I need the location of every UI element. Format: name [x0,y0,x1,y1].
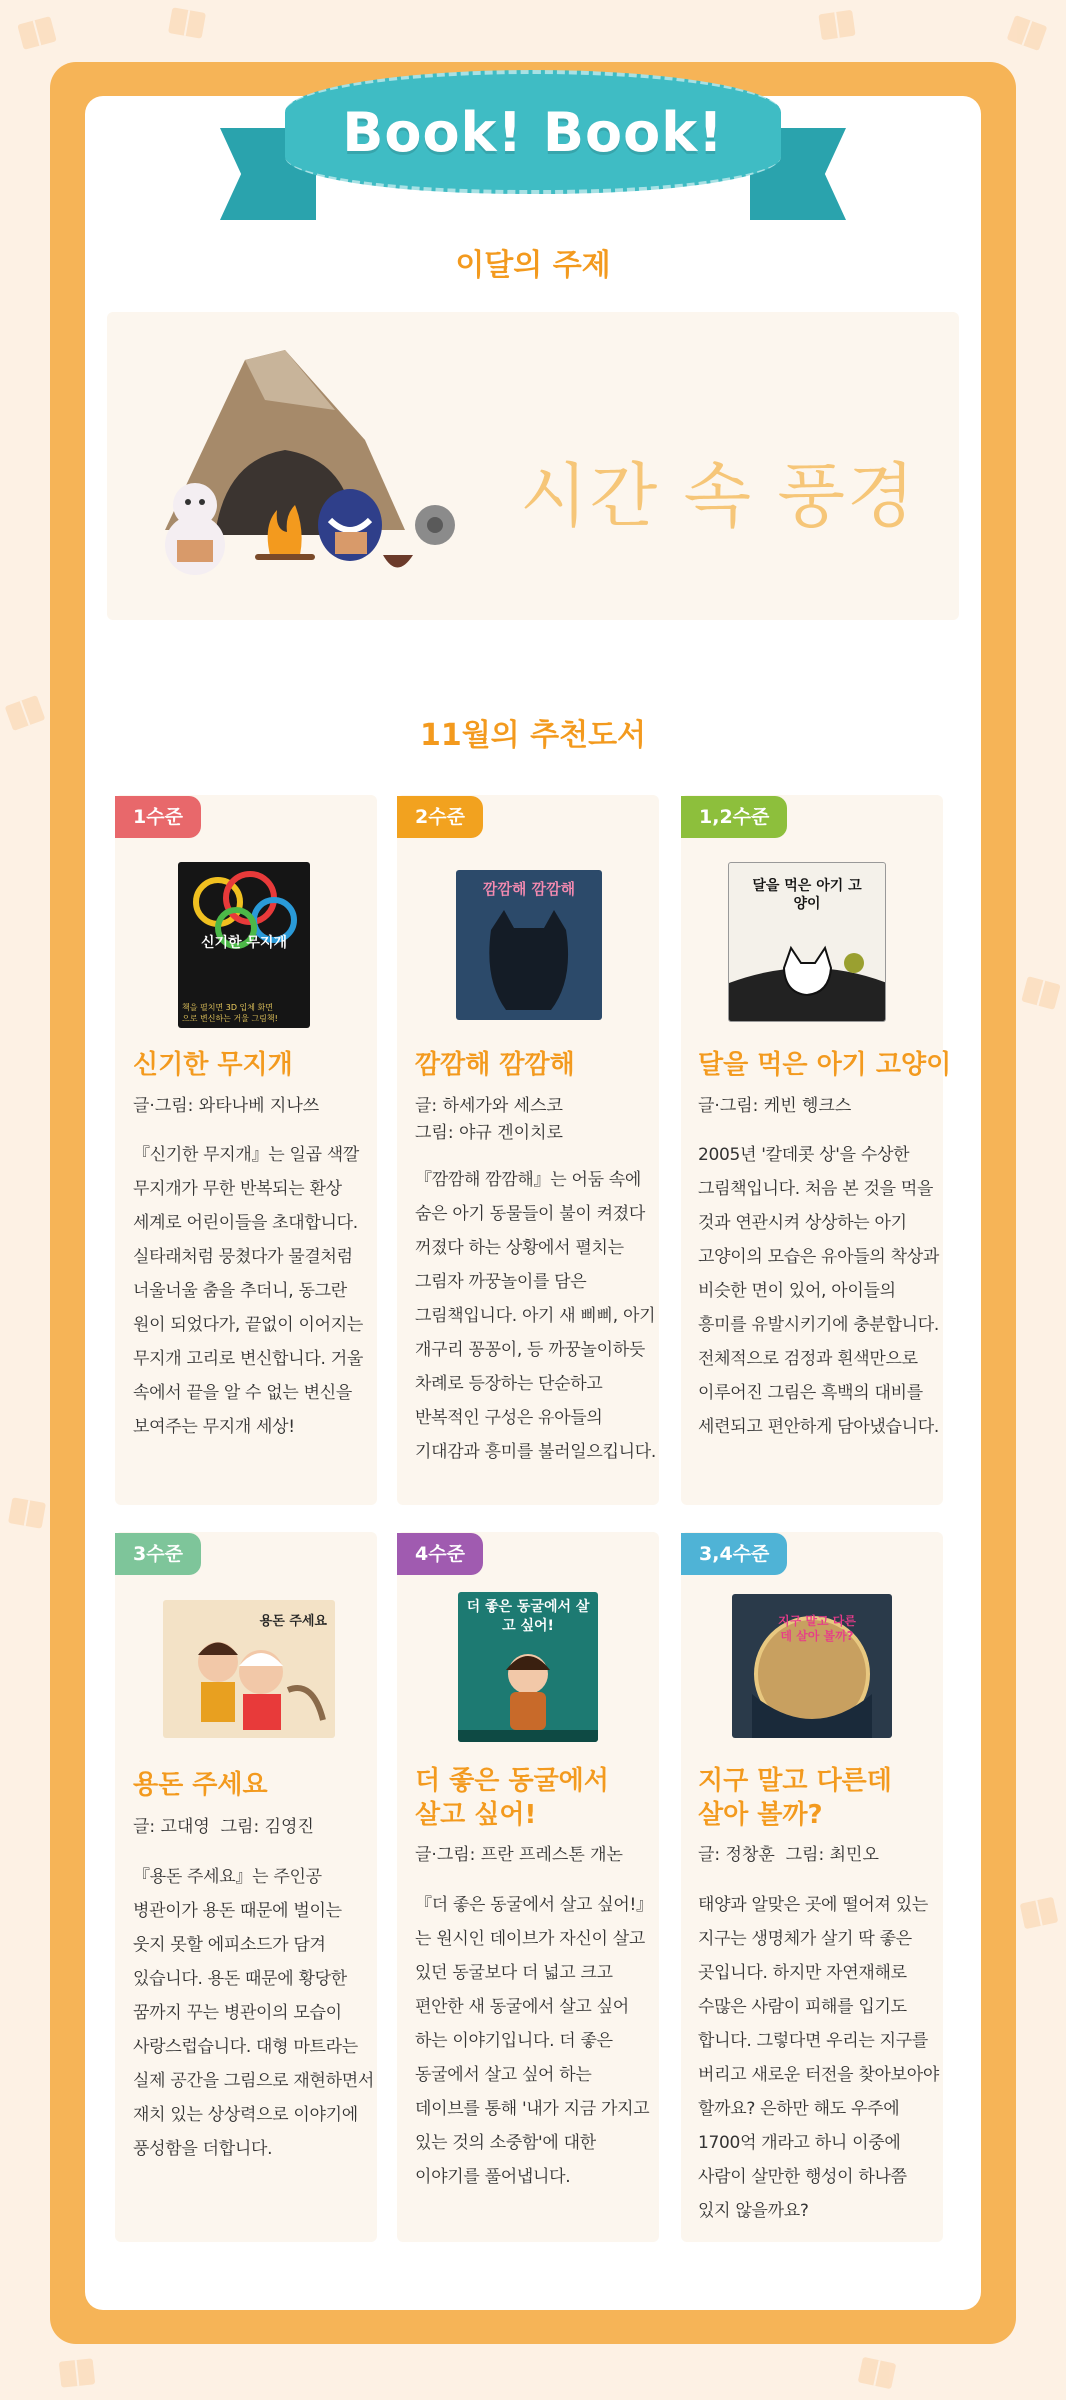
background-book-icon [1021,976,1061,1010]
book-description: 태양과 알맞은 곳에 떨어져 있는 지구는 생명체가 살기 딱 좋은 곳입니다. 하지만 자연재해로 수많은 사람이 피해를 입기도 합니다. 그렇다면 우리는 지구를 버리고 새로운 터전을 찾아보아야 할까요? 은하만 해도 우주에 1700억 개라고 하니 이중에 사람이 살만한 행성이 하나쯤 있지 않을까요? [698,1895,940,2221]
book-author: 글: 하세가와 세스코 그림: 야규 겐이치로 [415,1096,563,1143]
recommend-heading: 11월의 추천도서 [419,718,647,753]
children-icon [163,1600,335,1738]
book-title[interactable]: 깜깜해 깜깜해 [415,1050,575,1080]
shadow-cat-icon [456,870,602,1020]
background-book-icon [1020,1897,1059,1930]
book-cover[interactable] [732,1594,892,1738]
book-cover[interactable] [456,870,602,1020]
theme-heading: 이달의 주제 [455,248,611,283]
book-title[interactable]: 용돈 주세요 [133,1770,268,1800]
ribbon-title: Book! Book! [342,100,724,164]
background-book-icon [168,7,206,39]
background-book-icon [1007,15,1048,51]
level-badge: 3,4수준 [681,1533,787,1575]
kitten-icon [729,863,886,1022]
background-book-icon [59,2358,96,2387]
cover-title: 달을 먹은 아기 고양이 [752,878,862,912]
cave-illustration [135,340,475,590]
background-book-icon [17,16,57,50]
level-badge: 2수준 [397,796,483,838]
cover-title: 지구 말고 다른 데 살아 볼까? [778,1614,856,1643]
level-badge: 1수준 [115,796,201,838]
book-cover[interactable] [728,862,886,1022]
background-book-icon [8,1497,46,1529]
cover-title: 용돈 주세요 [259,1614,327,1629]
cover-title: 더 좋은 동굴에서 살고 싶어! [466,1599,590,1634]
cover-title: 깜깜해 깜깜해 [482,880,576,898]
level-badge: 1,2수준 [681,796,787,838]
book-author: 글·그림: 프란 프레스톤 개논 [415,1845,623,1865]
background-book-icon [818,10,855,40]
book-description: 『용돈 주세요』는 주인공 병관이가 용돈 때문에 벌이는 웃지 못할 에피소드가 담겨 있습니다. 용돈 때문에 황당한 꿈까지 꾸는 병관이의 모습이 사랑스럽습니다. 대형 마트라는 실제 공간을 그림으로 재현하면서 재치 있는 상상력으로 이야기에 풍성함을 더합니다. [133,1867,375,2159]
book-author: 글: 정창훈 그림: 최민오 [698,1845,879,1865]
book-description: 『신기한 무지개』는 일곱 색깔 무지개가 무한 반복되는 환상 세계로 어린이들을 초대합니다. 실타래처럼 뭉쳤다가 물결처럼 너울너울 춤을 추더니, 동그란 원이 되었다가, 끝없이 이어지는 무지개 고리로 변신합니다. 거울 속에서 끝을 알 수 없는 변신을 보여주는 무지개 세상! [133,1145,364,1437]
book-cover[interactable] [163,1600,335,1738]
rainbow-rings-icon [178,862,310,972]
book-cover[interactable] [458,1592,598,1742]
book-title[interactable]: 더 좋은 동굴에서 살고 싶어! [415,1766,609,1830]
book-title[interactable]: 달을 먹은 아기 고양이 [698,1050,952,1080]
book-description: 2005년 '칼데콧 상'을 수상한 그림책입니다. 처음 본 것을 먹을 것과 연관시켜 상상하는 아기 고양이의 모습은 유아들의 착상과 비슷한 면이 있어, 아이들의 흥미를 유발시키기에 충분합니다. 전체적으로 검정과 흰색만으로 이루어진 그림은 흑백의 대비를 세련되고 편안하게 담아냈습니다. [698,1145,940,1437]
background-book-icon [858,2357,897,2390]
book-cover[interactable] [178,862,310,1028]
book-author: 글·그림: 케빈 헹크스 [698,1096,852,1116]
caveman-icon [458,1592,598,1742]
level-badge: 3수준 [115,1533,201,1575]
cover-title: 신기한 무지개 [200,935,288,951]
level-badge: 4수준 [397,1533,483,1575]
book-description: 『깜깜해 깜깜해』는 어둠 속에 숨은 아기 동물들이 불이 켜졌다 꺼졌다 하는 상황에서 펼치는 그림자 까꿍놀이를 담은 그림책입니다. 아기 새 삐삐, 아기 개구리 꽁꽁이, 등 까꿍놀이하듯 차례로 등장하는 단순하고 반복적인 구성은 유아들의 기대감과 흥미를 불러일으킵니다. [415,1170,657,1462]
book-author: 글: 고대영 그림: 김영진 [133,1817,314,1837]
book-description: 『더 좋은 동굴에서 살고 싶어!』는 원시인 데이브가 자신이 살고 있던 동굴보다 더 넓고 크고 편안한 새 동굴에서 살고 싶어 하는 이야기입니다. 더 좋은 동굴에서 살고 싶어 하는 데이브를 통해 '내가 지금 가지고 있는 것의 소중함'에 대한 이야기를 풀어냅니다. [415,1895,653,2187]
book-author: 글·그림: 와타나베 지나쓰 [133,1096,320,1116]
book-title[interactable]: 신기한 무지개 [133,1050,293,1080]
ribbon-banner [285,70,781,194]
cover-subtitle: 책을 펼치면 3D 입체 화면으로 변신하는 거울 그림책! [182,1003,278,1023]
theme-title: 시간 속 풍경 [520,455,917,537]
book-title[interactable]: 지구 말고 다른데 살아 볼까? [698,1766,892,1830]
